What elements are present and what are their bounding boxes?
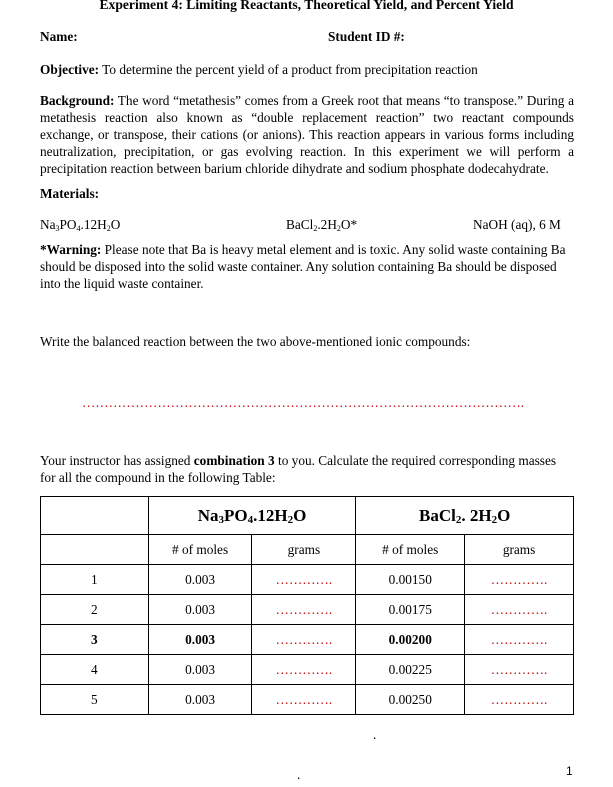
material-barium-chloride: $BaCl_2.2H_2O*$: [286, 217, 358, 233]
table-header-units: [41, 535, 574, 565]
stray-mark: .: [373, 727, 377, 742]
moles-sodium-phosphate: 0.003: [148, 685, 252, 715]
warning-paragraph: [40, 241, 574, 292]
grams-barium-chloride-blank[interactable]: ………….: [465, 685, 574, 715]
material-sodium-hydroxide: NaOH (aq), 6 M: [473, 217, 561, 232]
row-id: 2: [41, 595, 149, 625]
moles-sodium-phosphate: 0.003: [148, 625, 252, 655]
mass-calculation-table: [40, 496, 574, 715]
table-row: [41, 655, 574, 685]
col-grams-1: grams: [252, 535, 356, 565]
grams-sodium-phosphate-blank[interactable]: ………….: [252, 595, 356, 625]
background-text: The word “metathesis” comes from a Greek root that means “to transpose.” During a metathesis reaction also known as “double replacement reaction” two reactant compounds exchange, or transpose, their cations (or anions). This reaction appears in various forms including neutralization, precipitation, or gas evolving reaction. In this experiment we will perform a precipitation reaction between barium chloride dihydrate and sodium phosphate dodecahydrate.: [40, 93, 574, 176]
table-row: [41, 565, 574, 595]
objective-text: To determine the percent yield of a product from precipitation reaction: [99, 62, 478, 77]
warning-label: *Warning:: [40, 242, 102, 257]
moles-barium-chloride: 0.00250: [356, 685, 465, 715]
grams-sodium-phosphate-blank[interactable]: ………….: [252, 655, 356, 685]
table-row: [41, 685, 574, 715]
document-title: Experiment 4: Limiting Reactants, Theoretical Yield, and Percent Yield: [99, 0, 514, 12]
table-row: [41, 595, 574, 625]
background-paragraph: [40, 92, 574, 177]
grams-barium-chloride-blank[interactable]: ………….: [465, 625, 574, 655]
table-row-assigned: [41, 625, 574, 655]
header-compound-barium-chloride: BaCl$_2$. $2H_2O$: [356, 497, 574, 535]
moles-barium-chloride: 0.00175: [356, 595, 465, 625]
assignment-paragraph: Your instructor has assigned combination 3 to you. Calculate the required corresponding masses for all the compound in the following Table:: [40, 453, 557, 485]
student-id-label: Student ID #:: [328, 29, 405, 44]
table-header-compounds: [41, 497, 574, 535]
grams-sodium-phosphate-blank[interactable]: ………….: [252, 685, 356, 715]
grams-sodium-phosphate-blank[interactable]: ………….: [252, 565, 356, 595]
objective-label: Objective:: [40, 62, 100, 77]
moles-barium-chloride: 0.00225: [356, 655, 465, 685]
grams-barium-chloride-blank[interactable]: ………….: [465, 595, 574, 625]
moles-sodium-phosphate: 0.003: [148, 565, 252, 595]
background-label: Background:: [40, 93, 115, 108]
row-id: 5: [41, 685, 149, 715]
page-number: 1: [566, 764, 573, 778]
grams-barium-chloride-blank[interactable]: ………….: [465, 565, 574, 595]
table-corner-cell: [41, 497, 149, 535]
header-compound-sodium-phosphate: $Na_3PO_4.12H_2O$: [148, 497, 356, 535]
moles-barium-chloride: 0.00150: [356, 565, 465, 595]
moles-sodium-phosphate: 0.003: [148, 655, 252, 685]
col-moles-1: # of moles: [148, 535, 252, 565]
row-id: 4: [41, 655, 149, 685]
moles-barium-chloride: 0.00200: [356, 625, 465, 655]
col-grams-2: grams: [465, 535, 574, 565]
materials-label: Materials:: [40, 186, 100, 201]
reaction-prompt: Write the balanced reaction between the two above-mentioned ionic compounds:: [40, 334, 471, 349]
row-id: 1: [41, 565, 149, 595]
objective-paragraph: [40, 61, 574, 78]
name-label: Name:: [40, 29, 78, 44]
row-id: 3: [41, 625, 149, 655]
reaction-answer-blank[interactable]: ……………………………………………………………………………………….: [82, 395, 525, 410]
units-corner-cell: [41, 535, 149, 565]
stray-mark-footer: .: [297, 767, 301, 782]
material-sodium-phosphate: $Na_3PO_4.12H_2O$: [40, 217, 121, 233]
combination-highlight: combination 3: [193, 453, 275, 468]
grams-sodium-phosphate-blank[interactable]: ………….: [252, 625, 356, 655]
grams-barium-chloride-blank[interactable]: ………….: [465, 655, 574, 685]
col-moles-2: # of moles: [356, 535, 465, 565]
warning-text: Please note that Ba is heavy metal element and is toxic. Any solid waste containing Ba should be disposed into the solid waste container. Any solution containing Ba should be disposed into the liquid waste container.: [40, 242, 566, 291]
moles-sodium-phosphate: 0.003: [148, 595, 252, 625]
